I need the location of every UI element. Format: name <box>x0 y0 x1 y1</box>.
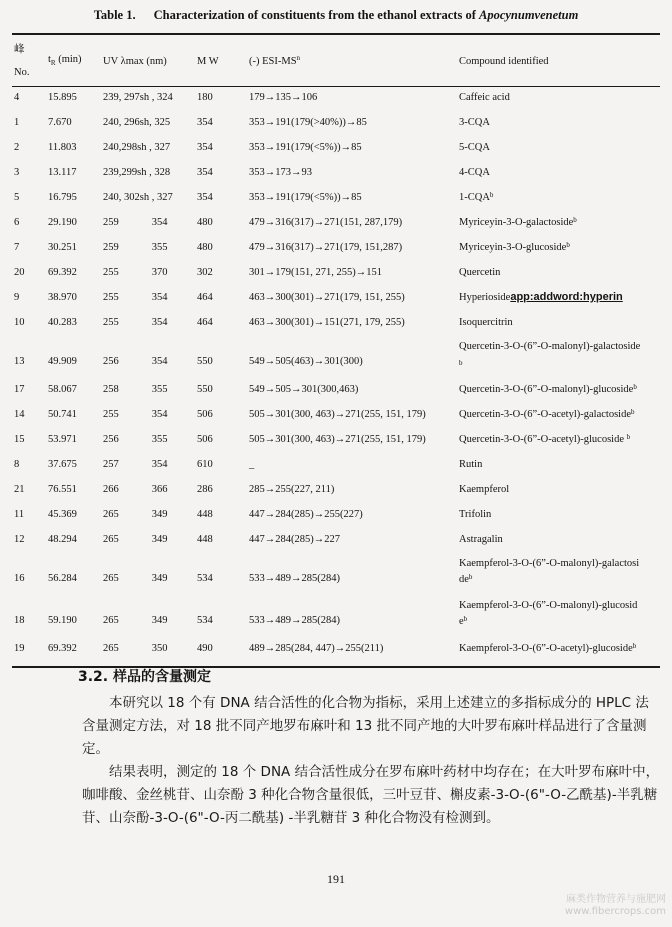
cell-mw: 354 <box>197 167 213 178</box>
cell-mw: 480 <box>197 217 213 228</box>
cell-esi-ms: _ <box>249 459 255 470</box>
cell-esi-ms: 353→191(179(<5%))→85 <box>249 142 362 153</box>
cell-mw: 448 <box>197 534 213 545</box>
cell-uv-max <box>103 554 197 596</box>
cell-esi-ms: 533→489→285(284) <box>249 573 340 584</box>
table-row <box>12 237 660 262</box>
section-title: 3.2. 样品的含量测定 <box>78 669 211 685</box>
uv-value-2: 354 <box>151 317 168 328</box>
cell-retention-time: 45.369 <box>48 509 77 520</box>
cell-uv-max <box>103 429 197 454</box>
cell-mw: 506 <box>197 434 213 445</box>
cell-esi-ms: 285→255(227, 211) <box>249 484 335 495</box>
cell-mw: 286 <box>197 484 213 495</box>
cell-compound <box>459 212 660 237</box>
table-row <box>12 162 660 187</box>
cell-compound <box>459 554 660 596</box>
compound-name-line-2: de <box>459 574 469 585</box>
cell-uv-max <box>103 337 197 379</box>
cell-uv-max <box>103 479 197 504</box>
uv-value-2: 349 <box>151 534 168 545</box>
compound-name: 3-CQA <box>459 117 490 128</box>
cell-esi-ms: 489→285(284, 447)→255(211) <box>249 643 384 654</box>
cell-esi-ms: 353→191(179(>40%))→85 <box>249 117 367 128</box>
cell-compound <box>459 237 660 262</box>
table-row <box>12 596 660 638</box>
compound-name: Quercetin-3-O-(6”-O-acetyl)-glucoside <box>459 434 627 445</box>
cell-peak-no: 1 <box>14 117 20 128</box>
cell-compound <box>459 404 660 429</box>
cell-compound <box>459 137 660 162</box>
footnote-marker: b <box>631 408 635 416</box>
cell-peak-no: 5 <box>14 192 20 203</box>
uv-value-2: 370 <box>151 267 168 278</box>
cell-retention-time: 48.294 <box>48 534 77 545</box>
compound-name: Kaempferol-3-O-(6”-O-acetyl)-glucoside <box>459 643 633 654</box>
cell-esi-ms: 447→284(285)→255(227) <box>249 509 363 520</box>
cell-uv-max <box>103 212 197 237</box>
cell-uv-max <box>103 112 197 137</box>
cell-peak-no: 12 <box>14 534 25 545</box>
cell-peak-no: 11 <box>14 509 25 520</box>
cell-uv-max <box>103 262 197 287</box>
table-body <box>12 87 660 663</box>
compound-name: Quercetin <box>459 267 501 278</box>
cell-uv-max <box>103 504 197 529</box>
cell-retention-time: 53.971 <box>48 434 77 445</box>
compound-name-continued <box>459 615 660 628</box>
cell-peak-no: 8 <box>14 459 20 470</box>
uv-value-2: 354 <box>151 356 168 367</box>
uv-value: 258 <box>103 384 119 395</box>
uv-value: 256 <box>103 356 119 367</box>
page-number: 191 <box>327 872 345 886</box>
cell-mw: 354 <box>197 142 213 153</box>
uv-value-2: 349 <box>151 615 168 626</box>
cell-peak-no: 9 <box>14 292 20 303</box>
uv-value: 259 <box>103 242 119 253</box>
cell-compound <box>459 504 660 529</box>
header-tr-unit: (min) <box>55 54 82 66</box>
cell-retention-time: 29.190 <box>48 217 77 228</box>
cell-retention-time: 69.392 <box>48 643 77 654</box>
uv-value-2: 354 <box>151 217 168 228</box>
constituents-table <box>12 35 660 663</box>
uv-value-2: 366 <box>151 484 168 495</box>
header-tr-t: t <box>48 54 51 66</box>
cell-compound <box>459 529 660 554</box>
cell-compound <box>459 337 660 379</box>
cell-peak-no: 3 <box>14 167 20 178</box>
cell-peak-no: 6 <box>14 217 20 228</box>
cell-uv-max <box>103 596 197 638</box>
cell-esi-ms: 447→284(285)→227 <box>249 534 340 545</box>
cell-compound <box>459 112 660 137</box>
table-row <box>12 187 660 212</box>
uv-value: 240, 296sh, 325 <box>103 117 171 128</box>
section-body <box>82 692 662 830</box>
cell-mw: 534 <box>197 615 213 626</box>
uv-value-2: 355 <box>151 242 168 253</box>
cell-retention-time: 30.251 <box>48 242 77 253</box>
cell-peak-no: 21 <box>14 484 25 495</box>
header-tr <box>48 35 103 87</box>
cell-compound <box>459 287 660 312</box>
compound-name: Myriceyin-3-O-galactoside <box>459 217 574 228</box>
cell-peak-no: 10 <box>14 317 25 328</box>
footnote-marker: b <box>468 573 473 581</box>
cell-peak-no: 14 <box>14 409 25 420</box>
uv-value-2: 355 <box>151 434 168 445</box>
cell-compound <box>459 479 660 504</box>
cell-mw: 610 <box>197 459 213 470</box>
uv-value: 240,298sh , 327 <box>103 142 171 153</box>
compound-name: Isoquercitrin <box>459 317 513 328</box>
uv-value: 255 <box>103 317 119 328</box>
compound-name: Kaempferol <box>459 484 510 495</box>
cell-uv-max <box>103 137 197 162</box>
cell-retention-time: 50.741 <box>48 409 77 420</box>
cell-retention-time: 56.284 <box>48 573 77 584</box>
table-row <box>12 638 660 663</box>
cell-uv-max <box>103 87 197 112</box>
cell-esi-ms: 549→505(463)→301(300) <box>249 356 363 367</box>
table-label: Table 1. <box>93 8 136 22</box>
compound-name: Quercetin-3-O-(6”-O-malonyl)-glucoside <box>459 384 634 395</box>
cell-uv-max <box>103 638 197 663</box>
cell-peak-no: 16 <box>14 573 25 584</box>
compound-name: Hyperioside <box>459 292 511 303</box>
compound-name-continued <box>459 573 660 586</box>
cell-esi-ms: 179→135→106 <box>249 92 318 103</box>
compound-name: 4-CQA <box>459 167 490 178</box>
table-row <box>12 87 660 112</box>
compound-name: Myriceyin-3-O-glucoside <box>459 242 567 253</box>
table-row <box>12 212 660 237</box>
header-peak-en: No. <box>14 67 30 78</box>
compound-name: 1-CQA <box>459 192 490 203</box>
uv-value-2: 354 <box>151 292 168 303</box>
table-row <box>12 429 660 454</box>
table-row <box>12 287 660 312</box>
uv-value: 256 <box>103 434 119 445</box>
uv-value: 265 <box>103 643 119 654</box>
cell-retention-time: 69.392 <box>48 267 77 278</box>
uv-value: 265 <box>103 509 119 520</box>
header-ms <box>249 35 459 87</box>
paragraph-1: 本研究以 18 个有 DNA 结合活性的化合物为指标，采用上述建立的多指标成分的 HPLC 法含量测定方法，对 18 批不同产地罗布麻叶和 13 批不同产地的大叶罗布麻叶样品进行了含量测定。 <box>82 695 649 757</box>
cell-peak-no: 20 <box>14 267 25 278</box>
cell-mw: 180 <box>197 92 213 103</box>
table-row <box>12 379 660 404</box>
uv-value: 266 <box>103 484 119 495</box>
cell-uv-max <box>103 529 197 554</box>
cell-mw: 550 <box>197 384 213 395</box>
cell-mw: 354 <box>197 117 213 128</box>
compound-name: Astragalin <box>459 534 503 545</box>
compound-name: Trifolin <box>459 509 492 520</box>
cell-retention-time: 49.909 <box>48 356 77 367</box>
cell-peak-no: 15 <box>14 434 25 445</box>
header-peak-no <box>12 35 48 87</box>
cell-uv-max <box>103 187 197 212</box>
cell-compound <box>459 596 660 638</box>
cell-retention-time: 11.803 <box>48 142 77 153</box>
cell-esi-ms: 479→316(317)→271(151, 287,179) <box>249 217 403 228</box>
cell-esi-ms: 505→301(300, 463)→271(255, 151, 179) <box>249 434 426 445</box>
cell-esi-ms: 463→300(301)→271(179, 151, 255) <box>249 292 405 303</box>
table-row <box>12 454 660 479</box>
cell-compound <box>459 87 660 112</box>
cell-retention-time: 13.117 <box>48 167 77 178</box>
cell-uv-max <box>103 312 197 337</box>
cell-mw: 534 <box>197 573 213 584</box>
paragraph-2: 结果表明，测定的 18 个 DNA 结合活性成分在罗布麻叶药材中均存在；在大叶罗布麻叶中，咖啡酸、金丝桃苷、山奈酚 3 种化合物含量很低，三叶豆苷、槲皮素-3-O-(6"-O-乙酰基)-半乳糖苷、山奈酚-3-O-(6"-O-丙二酰基) -半乳糖苷 3 种化合物没有检测到。 <box>82 764 660 826</box>
cell-compound <box>459 262 660 287</box>
uv-value-2: 349 <box>151 573 168 584</box>
compound-name: Quercetin-3-O-(6”-O-malonyl)-galactoside <box>459 341 641 352</box>
table-row <box>12 112 660 137</box>
uv-value: 265 <box>103 534 119 545</box>
footnote-marker: b <box>632 642 637 650</box>
cell-uv-max <box>103 162 197 187</box>
compound-name: Quercetin-3-O-(6”-O-acetyl)-galactoside <box>459 409 631 420</box>
cell-peak-no: 18 <box>14 615 25 626</box>
table-row <box>12 137 660 162</box>
uv-value: 265 <box>103 573 119 584</box>
cell-mw: 480 <box>197 242 213 253</box>
cell-compound <box>459 429 660 454</box>
table-header-row <box>12 35 660 87</box>
header-peak-cn: 峰 <box>14 44 25 55</box>
footnote-marker: b <box>463 615 468 623</box>
header-mw: M W <box>197 55 219 67</box>
species-name: Apocynumvenetum <box>479 8 579 22</box>
footnote-marker: b <box>573 216 577 224</box>
cell-retention-time: 76.551 <box>48 484 77 495</box>
cell-peak-no: 13 <box>14 356 25 367</box>
uv-value: 257 <box>103 459 119 470</box>
cell-retention-time: 59.190 <box>48 615 77 626</box>
table-caption <box>0 8 672 23</box>
cell-compound <box>459 454 660 479</box>
cell-compound <box>459 187 660 212</box>
cell-esi-ms: 505→301(300, 463)→271(255, 151, 179) <box>249 409 426 420</box>
compound-name: Rutin <box>459 459 483 470</box>
cell-compound <box>459 379 660 404</box>
watermark-line-1: 麻类作物营养与施肥网 <box>566 894 666 905</box>
watermark-line-2: www.fibercrops.com <box>564 906 666 917</box>
cell-uv-max <box>103 237 197 262</box>
cell-peak-no: 4 <box>14 92 20 103</box>
cell-esi-ms: 353→191(179(<5%))→85 <box>249 192 362 203</box>
annotation-tag: app:addword:hyperin <box>510 291 623 303</box>
cell-retention-time: 37.675 <box>48 459 77 470</box>
table-row <box>12 529 660 554</box>
cell-peak-no: 7 <box>14 242 20 253</box>
cell-retention-time: 58.067 <box>48 384 77 395</box>
compound-name: Kaempferol-3-O-(6”-O-malonyl)-glucosid <box>459 600 638 611</box>
compound-name-line-2: e <box>459 616 464 627</box>
uv-value-2: 349 <box>151 509 168 520</box>
header-compound: Compound identified <box>459 55 549 67</box>
cell-retention-time: 16.795 <box>48 192 77 203</box>
cell-retention-time: 7.670 <box>48 117 72 128</box>
cell-mw: 354 <box>197 192 213 203</box>
cell-retention-time: 38.970 <box>48 292 77 303</box>
cell-mw: 506 <box>197 409 213 420</box>
cell-uv-max <box>103 379 197 404</box>
header-tr-sub: R <box>50 59 56 68</box>
cell-mw: 550 <box>197 356 213 367</box>
compound-name: 5-CQA <box>459 142 490 153</box>
footnote-marker: b <box>566 241 570 249</box>
table-row <box>12 312 660 337</box>
header-ms-sup: n <box>296 53 301 62</box>
cell-mw: 448 <box>197 509 213 520</box>
uv-value: 259 <box>103 217 119 228</box>
cell-mw: 490 <box>197 643 213 654</box>
table-row <box>12 337 660 379</box>
cell-retention-time: 40.283 <box>48 317 77 328</box>
footnote-marker: b <box>489 191 494 199</box>
compound-name: Caffeic acid <box>459 92 510 103</box>
table-row <box>12 554 660 596</box>
compound-name: Kaempferol-3-O-(6”-O-malonyl)-galactosi <box>459 558 640 569</box>
cell-peak-no: 19 <box>14 643 25 654</box>
cell-esi-ms: 479→316(317)→271(179, 151,287) <box>249 242 403 253</box>
uv-value: 255 <box>103 409 119 420</box>
uv-value: 265 <box>103 615 119 626</box>
table-row <box>12 504 660 529</box>
cell-retention-time: 15.895 <box>48 92 77 103</box>
cell-uv-max <box>103 404 197 429</box>
uv-value: 239, 297sh , 324 <box>103 92 173 103</box>
cell-esi-ms: 353→173→93 <box>249 167 312 178</box>
uv-value: 255 <box>103 267 119 278</box>
cell-uv-max <box>103 287 197 312</box>
compound-name-line-2: b <box>459 359 463 367</box>
table-row <box>12 262 660 287</box>
footnote-marker: b <box>633 383 637 391</box>
cell-esi-ms: 463→300(301)→151(271, 179, 255) <box>249 317 405 328</box>
caption-text: Characterization of constituents from the ethanol extracts of <box>153 8 479 22</box>
uv-value-2: 354 <box>151 459 168 470</box>
uv-value-2: 350 <box>151 643 168 654</box>
table-row <box>12 404 660 429</box>
watermark <box>565 894 666 918</box>
uv-value: 239,299sh , 328 <box>103 167 171 178</box>
header-uv: UV λmax (nm) <box>103 55 167 67</box>
uv-value: 240, 302sh , 327 <box>103 192 173 203</box>
cell-esi-ms: 549→505→301(300,463) <box>249 384 359 395</box>
uv-value-2: 354 <box>151 409 168 420</box>
footnote-marker: b <box>626 433 631 441</box>
cell-uv-max <box>103 454 197 479</box>
cell-compound <box>459 162 660 187</box>
cell-compound <box>459 312 660 337</box>
uv-value-2: 355 <box>151 384 168 395</box>
header-ms-text: (-) ESI-MS <box>249 55 297 67</box>
cell-peak-no: 17 <box>14 384 25 395</box>
cell-mw: 464 <box>197 317 213 328</box>
compound-name-continued <box>459 356 660 370</box>
cell-peak-no: 2 <box>14 142 20 153</box>
cell-esi-ms: 301→179(151, 271, 255)→151 <box>249 267 382 278</box>
cell-mw: 302 <box>197 267 213 278</box>
table-row <box>12 479 660 504</box>
uv-value: 255 <box>103 292 119 303</box>
cell-compound <box>459 638 660 663</box>
cell-esi-ms: 533→489→285(284) <box>249 615 340 626</box>
cell-mw: 464 <box>197 292 213 303</box>
